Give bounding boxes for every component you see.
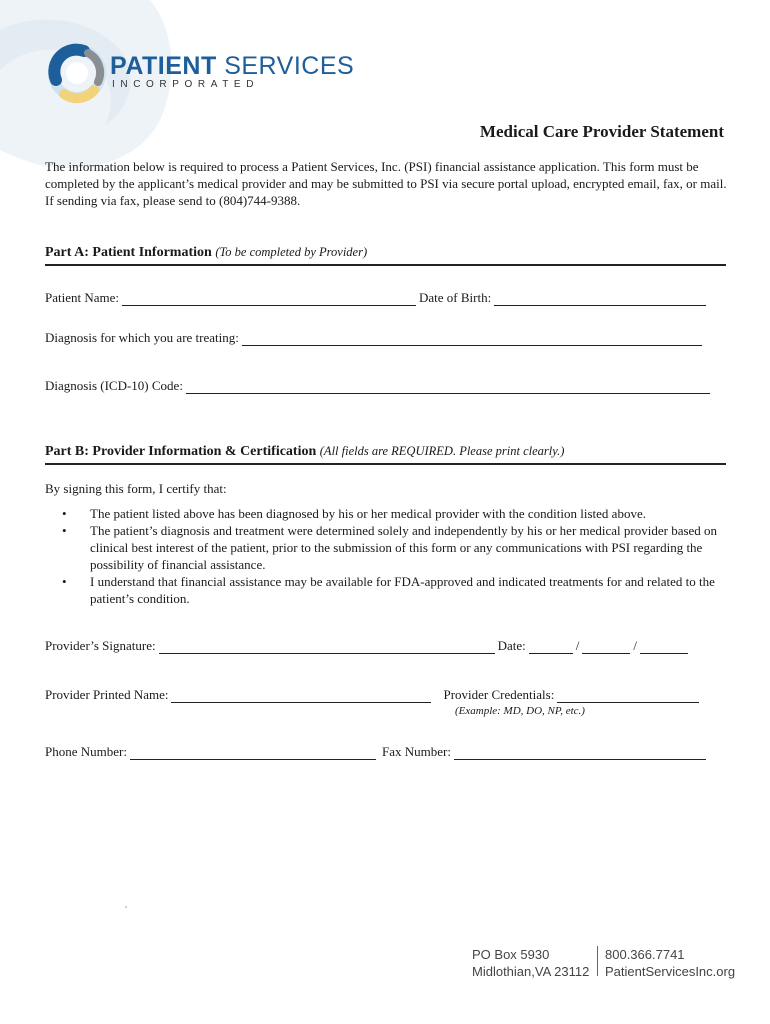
signature-label: Provider’s Signature: bbox=[45, 638, 156, 653]
phone-field[interactable] bbox=[130, 747, 376, 760]
part-b-note: (All fields are REQUIRED. Please print clearly.) bbox=[319, 444, 565, 458]
fax-field[interactable] bbox=[454, 747, 706, 760]
dob-label: Date of Birth: bbox=[419, 290, 492, 305]
patient-name-field[interactable] bbox=[122, 293, 416, 306]
scan-speck bbox=[125, 906, 127, 908]
document-title: Medical Care Provider Statement bbox=[479, 122, 724, 141]
certification-text: The patient’s diagnosis and treatment were determined solely and independently by his or her medical provider based on clinical best interest of the patient, prior to the submission of this form or any communications with PSI regarding the possibility of financial assistance. bbox=[90, 523, 718, 572]
signature-row bbox=[45, 638, 691, 654]
diagnosis-field[interactable] bbox=[242, 333, 702, 346]
signature-field[interactable] bbox=[159, 641, 495, 654]
logo-wordmark bbox=[110, 52, 354, 81]
credentials-label: Provider Credentials: bbox=[443, 687, 555, 702]
icd-code-label: Diagnosis (ICD-10) Code: bbox=[45, 378, 183, 393]
printed-name-field[interactable] bbox=[171, 690, 431, 703]
logo-brand-bold: PATIENT bbox=[110, 52, 217, 80]
date-separator: / bbox=[633, 638, 638, 653]
printed-name-row bbox=[45, 687, 702, 703]
date-month-field[interactable] bbox=[529, 641, 573, 654]
footer-contact bbox=[605, 946, 735, 980]
date-day-field[interactable] bbox=[582, 641, 630, 654]
dob-field[interactable] bbox=[494, 293, 706, 306]
footer-po-box: PO Box 5930 bbox=[472, 947, 550, 962]
phone-fax-row bbox=[45, 744, 709, 760]
certification-text: The patient listed above has been diagnosed by his or her medical provider with the condition listed above. bbox=[90, 506, 646, 521]
credentials-example: (Example: MD, DO, NP, etc.) bbox=[455, 705, 585, 717]
patient-name-label: Patient Name: bbox=[45, 290, 120, 305]
date-separator: / bbox=[575, 638, 580, 653]
certification-text: I understand that financial assistance may be available for FDA-approved and indicated treatments for and related to the patient’s condition. bbox=[90, 574, 715, 606]
printed-name-label: Provider Printed Name: bbox=[45, 687, 169, 702]
fax-label: Fax Number: bbox=[381, 744, 451, 759]
certification-item: • The patient’s diagnosis and treatment were determined solely and independently by his or her medical provider based on clinical best interest of the patient, prior to the submission of this form or any communications with PSI regarding the possibility of financial assistance. bbox=[62, 523, 718, 572]
certification-item: • The patient listed above has been diagnosed by his or her medical provider with the condition listed above. bbox=[62, 506, 646, 521]
icd-code-row bbox=[45, 378, 713, 394]
part-a-note: (To be completed by Provider) bbox=[215, 245, 368, 259]
certify-intro: By signing this form, I certify that: bbox=[45, 481, 227, 496]
footer-address bbox=[472, 946, 589, 980]
part-a-title: Part A: Patient Information bbox=[45, 245, 212, 260]
part-b-heading bbox=[45, 444, 726, 465]
certification-item: • I understand that financial assistance may be available for FDA-approved and indicated treatments for and related to the patient’s condition. bbox=[62, 574, 715, 606]
patient-services-logo-icon bbox=[44, 40, 110, 106]
diagnosis-label: Diagnosis for which you are treating: bbox=[45, 330, 239, 345]
footer-city: Midlothian,VA 23112 bbox=[472, 964, 590, 979]
logo-brand-regular: SERVICES bbox=[224, 52, 355, 80]
patient-name-row bbox=[45, 290, 709, 306]
footer-divider bbox=[597, 946, 598, 976]
footer-website: PatientServicesInc.org bbox=[605, 964, 736, 979]
diagnosis-row bbox=[45, 330, 705, 346]
phone-label: Phone Number: bbox=[45, 744, 127, 759]
footer-phone: 800.366.7741 bbox=[605, 947, 685, 962]
part-a-heading bbox=[45, 245, 726, 266]
date-year-field[interactable] bbox=[640, 641, 688, 654]
credentials-field[interactable] bbox=[557, 690, 699, 703]
intro-paragraph: The information below is required to process a Patient Services, Inc. (PSI) financial assistance application. This form must be completed by the applicant’s medical provider and may be submitted to PSI via secure portal upload, encrypted email, fax, or mail. If sending via fax, please send to (804)744-9388. bbox=[45, 159, 727, 208]
logo-subtitle: INCORPORATED bbox=[112, 79, 260, 90]
part-b-title: Part B: Provider Information & Certification bbox=[45, 444, 317, 459]
date-label: Date: bbox=[497, 638, 526, 653]
icd-code-field[interactable] bbox=[186, 381, 710, 394]
certification-list bbox=[62, 505, 727, 607]
